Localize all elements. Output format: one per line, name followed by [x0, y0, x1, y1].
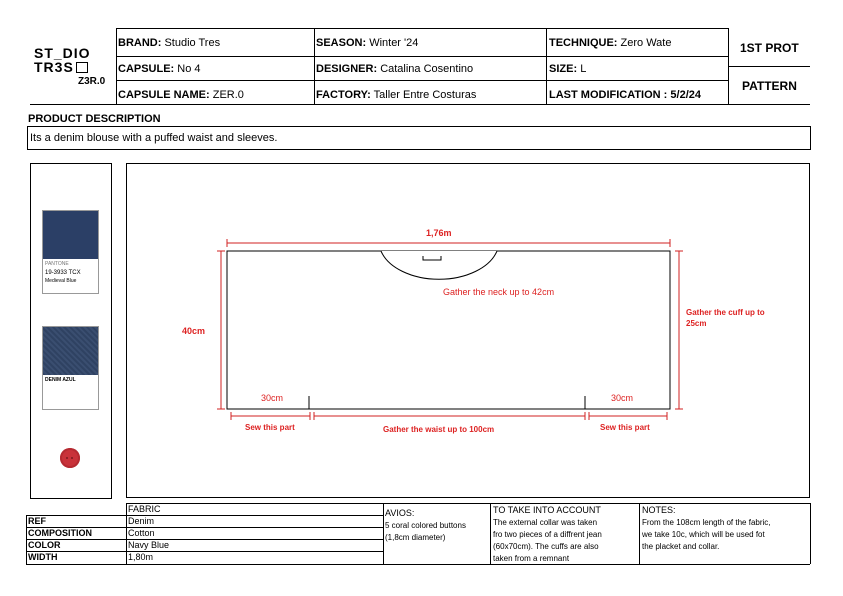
neck-opening: [381, 251, 497, 279]
logo-line-2: TR3S: [34, 60, 88, 74]
size-field: SIZE: L: [549, 63, 587, 75]
logo-line-3: Z3R.0: [78, 76, 106, 87]
description-text: Its a denim blouse with a puffed waist and sleeves.: [30, 132, 278, 144]
fabric-row-value: 1,80m: [128, 552, 154, 562]
avios-title: AVIOS:: [385, 508, 415, 518]
designer-field: DESIGNER: Catalina Cosentino: [316, 63, 474, 75]
notes-title: NOTES:: [642, 505, 676, 515]
avios-text-line-1: 5 coral colored buttons: [385, 521, 466, 530]
pantone-brand: PANTONE: [45, 261, 69, 267]
fabric-row-label: REF: [28, 516, 46, 526]
logo-square-icon: [76, 62, 88, 73]
notes-line: the placket and collar.: [642, 542, 720, 551]
waist-note: Gather the waist up to 100cm: [383, 425, 495, 434]
technique-field: TECHNIQUE: Zero Wate: [549, 37, 672, 49]
pantone-swatch: [42, 210, 99, 294]
sew-right-label: Sew this part: [600, 423, 650, 432]
sew-left-label: Sew this part: [245, 423, 295, 432]
capsule-name-field: CAPSULE NAME: ZER.0: [118, 89, 244, 101]
denim-label: DENIM AZUL: [45, 377, 76, 383]
neck-note: Gather the neck up to 42cm: [443, 287, 555, 297]
brand-logo: [30, 46, 112, 90]
fabric-header: FABRIC: [128, 504, 161, 514]
width-label: 1,76m: [426, 228, 452, 238]
fabric-row-value: Cotton: [128, 528, 155, 538]
pattern-panel: [126, 163, 810, 498]
notes-line: we take 10c, which will be used fot: [642, 530, 765, 539]
account-line: (60x70cm). The cuffs are also: [493, 542, 599, 551]
left-part-label: 30cm: [261, 393, 284, 403]
denim-swatch: [42, 326, 99, 410]
description-box: [27, 126, 811, 150]
prototype-label: 1ST PROT: [740, 41, 799, 55]
factory-field: FACTORY: Taller Entre Costuras: [316, 89, 477, 101]
height-label: 40cm: [182, 326, 206, 336]
right-part-label: 30cm: [611, 393, 634, 403]
account-line: taken from a remnant: [493, 554, 570, 563]
notes-line: From the 108cm length of the fabric,: [642, 518, 771, 527]
fabric-row-label: COMPOSITION: [28, 528, 93, 538]
last-modification-field: LAST MODIFICATION : 5/2/24: [549, 89, 701, 101]
fabric-row-value: Denim: [128, 516, 155, 526]
season-field: SEASON: Winter '24: [316, 37, 419, 49]
fabric-row-value: Navy Blue: [128, 540, 170, 550]
account-line: The external collar was taken: [493, 518, 598, 527]
fabric-row-label: WIDTH: [28, 552, 58, 562]
brand-field: BRAND: Studio Tres: [118, 37, 221, 49]
coral-button-icon: [60, 448, 80, 468]
description-title: PRODUCT DESCRIPTION: [28, 113, 161, 125]
pattern-label: PATTERN: [742, 79, 797, 93]
pantone-code: 19-3933 TCX: [45, 270, 81, 276]
pattern-drawing: [127, 164, 811, 499]
pantone-color-chip: [43, 211, 98, 259]
swatch-panel: [30, 163, 112, 499]
cuff-note: Gather the cuff up to 25cm: [686, 308, 765, 328]
account-line: fro two pieces of a diffrent jean: [493, 530, 602, 539]
fabric-row-label: COLOR: [28, 540, 61, 550]
logo-line-1: ST_DIO: [34, 45, 91, 61]
pantone-name: Medieval Blue: [45, 278, 77, 284]
avios-text-line-2: (1,8cm diameter): [385, 533, 446, 542]
capsule-field: CAPSULE: No 4: [118, 63, 201, 75]
denim-color-chip: [43, 327, 98, 375]
account-title: TO TAKE INTO ACCOUNT: [493, 505, 601, 515]
